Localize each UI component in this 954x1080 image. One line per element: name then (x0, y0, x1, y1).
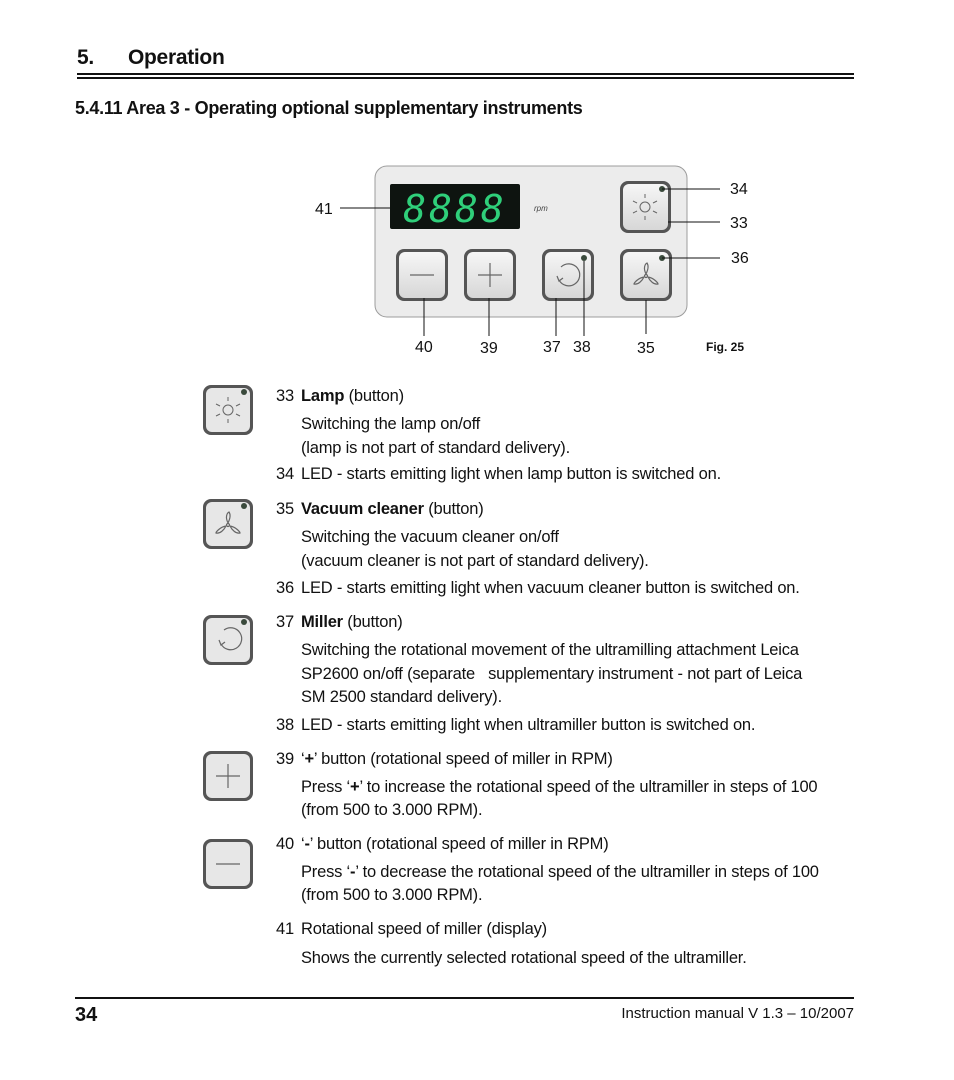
callout-35: 35 (637, 340, 655, 357)
minus-button[interactable] (396, 249, 448, 301)
chapter-heading (77, 46, 854, 70)
lamp-button-icon (202, 384, 254, 436)
callout-41: 41 (315, 201, 333, 218)
vacuum-button[interactable] (620, 249, 672, 301)
entry-number: 33 (276, 387, 294, 405)
display-digits: 8888 (403, 187, 507, 231)
control-panel-figure (300, 155, 760, 365)
display-unit: rpm (534, 204, 548, 213)
entry-desc: Switching the lamp on/off (301, 415, 481, 433)
footer-rule (75, 997, 854, 999)
callout-37: 37 (543, 339, 561, 356)
section-title: 5.4.11 Area 3 - Operating optional supplementary instruments (75, 98, 583, 118)
plus-button[interactable] (464, 249, 516, 301)
header-rule-double (77, 77, 854, 79)
callout-39: 39 (480, 340, 498, 357)
entry-desc: (lamp is not part of standard delivery). (301, 439, 570, 457)
header-rule (77, 73, 854, 75)
callout-34: 34 (730, 181, 748, 198)
callout-40: 40 (415, 339, 433, 356)
callout-36: 36 (731, 250, 749, 267)
miller-button-icon (202, 614, 254, 666)
plus-button-icon (202, 750, 254, 802)
callout-38: 38 (573, 339, 591, 356)
miller-button[interactable] (542, 249, 594, 301)
page-number: 34 (75, 1004, 98, 1026)
figure-caption: Fig. 25 (706, 340, 745, 354)
miller-led (581, 255, 587, 261)
entry-name: Lamp (301, 387, 345, 405)
manual-version: Instruction manual V 1.3 – 10/2007 (621, 1005, 854, 1022)
callout-33: 33 (730, 215, 748, 232)
chapter-number: 5. (77, 46, 94, 69)
chapter-title: Operation (128, 46, 225, 69)
vacuum-button-icon (202, 498, 254, 550)
minus-button-icon (202, 838, 254, 890)
